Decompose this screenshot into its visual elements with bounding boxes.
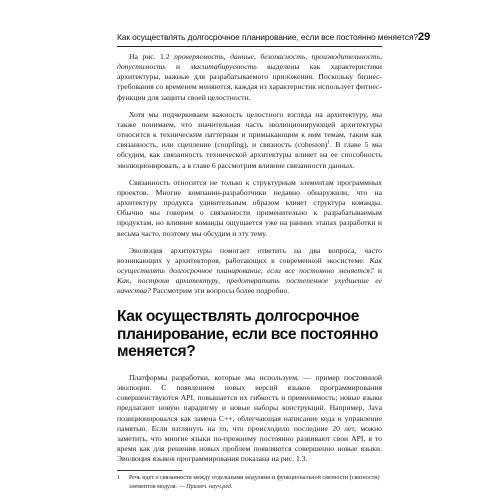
running-header bbox=[117, 29, 431, 45]
footnote-ref: 1 bbox=[327, 140, 330, 146]
paragraph-5: Платформы разработки, которые мы используем, — пример постоянной эволюции. С появлением новых версий языков программирования совершенствуются API, повышается их гибкость и применимость; новые языки предлагают новую парадигму и новые наборы конструкций. Например, Java позиционировался как замена C++, облегчающая написание кода и управление памятью. Если взглянуть на то, что происходило последние 20 лет, можно заметить, что многие языки по-прежнему постоянно развивают свои API, в то время как для решения новых проблем появляются совершенно новые языки. Эволюция языков программирования показана на рис. 1.3. bbox=[117, 372, 382, 464]
header-rule bbox=[117, 46, 382, 47]
section-heading: Как осуществлять долгосрочное планирование, если все постоянно меняется? bbox=[117, 308, 379, 361]
footnote-text: Речь идет о связанности между отдельными модулями и функциональной связности (связности) элементов модуля. — Примеч. науч.ред. bbox=[129, 475, 380, 491]
footnote bbox=[117, 474, 382, 492]
running-header-title: Как осуществлять долгосрочное планирование, если все постоянно меняется? bbox=[117, 32, 418, 42]
paragraph-4: Эволюция архитектуры помогает ответить на два вопроса, часто возникающих у архитекторов, работающих в современной экосистеме: Как осуществлять долгосрочное планирование, если все постоянно меняется? и Как, построив архитектуру, предотвратить постепенное ухудшение ее качества? Рассмотрим эти вопросы более подробно. bbox=[117, 245, 382, 296]
footnote-mark: 1 bbox=[117, 475, 121, 482]
page-number: 29 bbox=[417, 31, 431, 43]
paragraph-2: Хотя мы подчеркиваем важность целостного взгляда на архитектуру, мы также понимаем, что значительная часть эволюционирующей архитектуры относится к техническим паттернам и примыкающим к ним темам, таким как связанность, или сцепление (coupling), и связность (cohesion)$^1$. В главе 5 мы обсудим, как связанность технической архитектуры влияет на ее способность эволюционировать, а в главе 6 рассмотрим влияние связанности данных. bbox=[117, 109, 382, 170]
paragraph-1: На рис. 1.2 проверяемость, данные, безопасность, производительность, допустимость и масштабируемость выделены как характеристики архитектуры, важные для разрабатываемого приложения. Поскольку бизнес-требования со временем меняются, каждая из характеристик использует фитнес-функции для защиты своей целостности. bbox=[117, 52, 382, 102]
page-body bbox=[117, 52, 382, 492]
paragraph-3: Связанность относится не только к структурным элементам программных проектов. Многие компании-разработчики недавно обнаружили, что на архитектуру продукта удивительным образом влияет структура команды. Обычно мы говорим о связанности применительно к разрабатываемым продуктам, но влияние команды ощущается уже на ранних этапах разработки и весьма часто, поэтому мы обсудим и эту тему. bbox=[117, 177, 382, 238]
